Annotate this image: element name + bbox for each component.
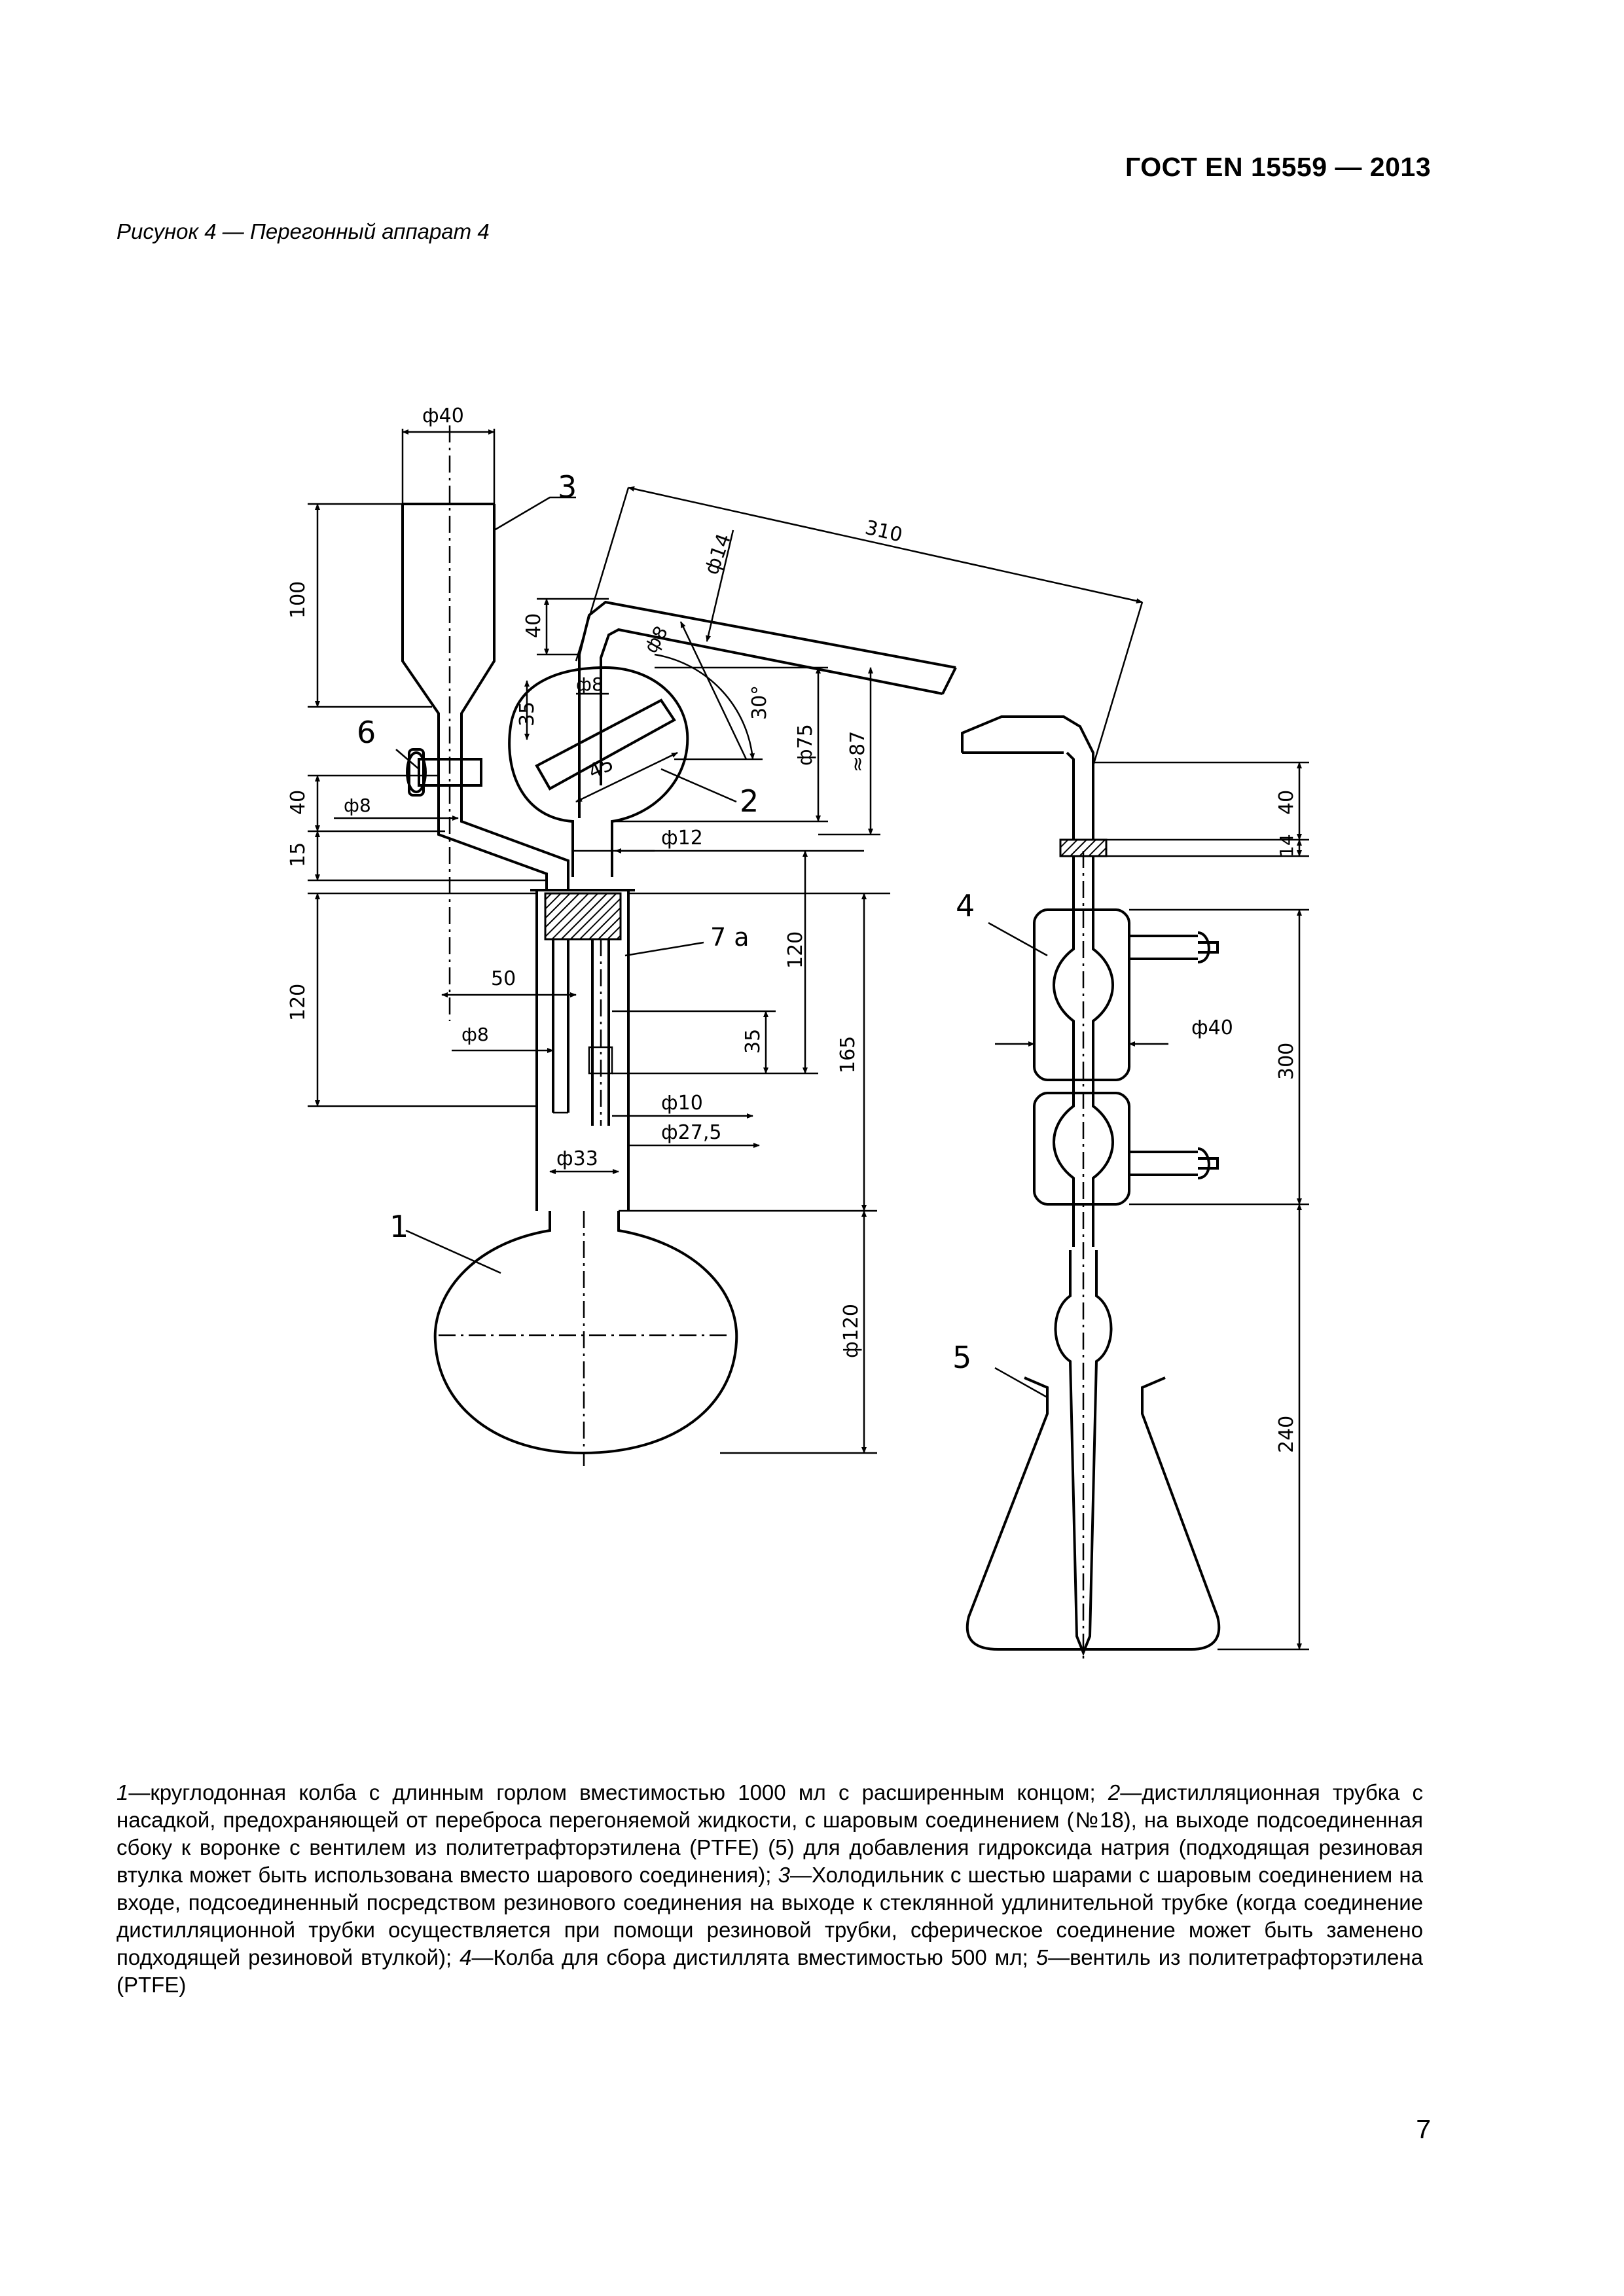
caption-num-2: 2 xyxy=(1108,1780,1121,1804)
dim-h300: 300 xyxy=(1275,1042,1298,1080)
caption-text-1: —круглодонная колба с длинным горлом вместимостью 1000 мл с расширенным концом; xyxy=(128,1780,1108,1804)
dim-h120-right: 120 xyxy=(784,931,807,969)
dim-h240: 240 xyxy=(1275,1415,1298,1453)
dim-d33: ф33 xyxy=(556,1147,598,1170)
caption-text-2: —дистилляционная трубка с насадкой, предохраняющей от переброса перегоняемой жидкости, с шаровым соединением (№18), на выходе подсоединенная сбоку к воронке с вентилем из политетрафторэтилена (PTFE) (5) для добавления гидроксида натрия (подходящая резиновая втулка может быть использована вместо шарового соединения); xyxy=(117,1780,1423,1887)
dim-h15: 15 xyxy=(287,842,310,867)
label-part-1: 1 xyxy=(389,1209,409,1244)
dim-310: 310 xyxy=(863,516,905,547)
dim-d75: ф75 xyxy=(794,724,817,766)
label-part-2: 2 xyxy=(740,783,759,819)
standard-designation: ГОСТ EN 15559 — 2013 xyxy=(1125,152,1431,182)
caption-num-4: 4 xyxy=(460,1945,472,1969)
caption-num-3: 3 xyxy=(778,1863,790,1887)
dim-angle30: 30° xyxy=(748,685,771,720)
dim-h40-left: 40 xyxy=(287,789,310,815)
label-part-6: 6 xyxy=(357,715,376,750)
figure-caption xyxy=(117,1779,1423,1999)
dim-d8-low: ф8 xyxy=(461,1024,489,1045)
label-part-4: 4 xyxy=(956,888,975,924)
dim-d12: ф12 xyxy=(661,827,703,850)
round-bottom-flask xyxy=(435,1211,737,1466)
dim-h87: ≈87 xyxy=(846,730,869,772)
dimension-lines xyxy=(308,429,1309,1649)
dim-l45: 45 xyxy=(585,752,617,784)
dim-h165: 165 xyxy=(837,1035,859,1073)
caption-num-1: 1 xyxy=(117,1780,129,1804)
caption-text-4: —Колба для сбора дистиллята вместимостью 500 мл; xyxy=(471,1945,1036,1969)
caption-num-5: 5 xyxy=(1036,1945,1049,1969)
dim-h35: 35 xyxy=(516,701,539,726)
caption-text-5: —вентиль из политетрафторэтилена (PTFE) xyxy=(117,1945,1423,1997)
figure-title: Рисунок 4 — Перегонный аппарат 4 xyxy=(117,219,490,243)
dim-d27-5: ф27,5 xyxy=(661,1121,722,1144)
dropping-funnel xyxy=(403,425,568,1021)
caption-text-3: —Холодильник с шестью шарами с шаровым соединением на входе, подсоединенный посредством резинового соединения на выходе к стеклянной удлинительной трубке (когда соединение дистилляционной трубки осуществляется при помощи резиновой трубки, сферическое соединение может быть заменено подходящей резиновой втулкой); xyxy=(117,1863,1423,1969)
dim-d40-top: ф40 xyxy=(422,404,464,427)
label-part-3: 3 xyxy=(558,469,577,505)
dim-h14-cond: 14 xyxy=(1276,834,1297,857)
dim-h35-low: 35 xyxy=(742,1028,765,1054)
dim-h40-cond: 40 xyxy=(1275,789,1298,815)
dim-d14: ф14 xyxy=(700,530,736,578)
splash-head xyxy=(509,602,956,877)
figure-labels xyxy=(287,404,1298,1453)
dim-d8-tube: ф8 xyxy=(640,622,672,657)
dim-h120-left: 120 xyxy=(287,983,310,1021)
dim-d8-mid: ф8 xyxy=(576,673,604,695)
dim-h100: 100 xyxy=(287,581,310,619)
dim-d10: ф10 xyxy=(661,1092,703,1115)
dim-d120: ф120 xyxy=(840,1304,863,1358)
label-part-7: 7 a xyxy=(710,923,749,952)
dim-d8-left: ф8 xyxy=(344,795,371,816)
dim-d40-cond: ф40 xyxy=(1191,1016,1233,1039)
dim-h40-top: 40 xyxy=(522,613,545,638)
page-number: 7 xyxy=(1416,2114,1431,2144)
label-part-5: 5 xyxy=(952,1340,972,1375)
condenser xyxy=(962,717,1218,1662)
dim-l50: 50 xyxy=(491,967,516,990)
